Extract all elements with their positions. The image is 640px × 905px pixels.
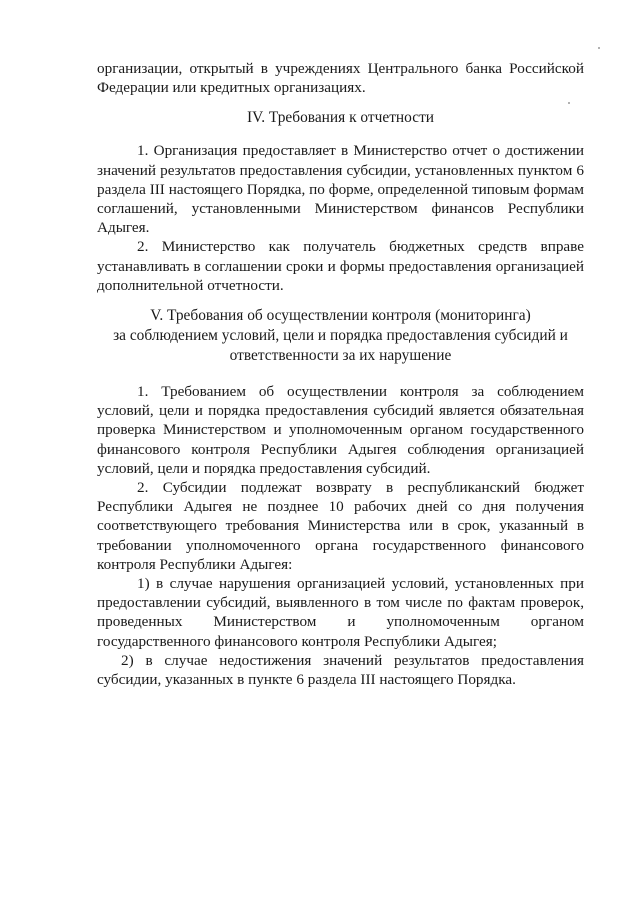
section-5-heading-line-1: V. Требования об осуществлении контроля (мониторинга) (150, 307, 531, 325)
section-5-subitem-2: 2) в случае недостижения значений результатов предоставления субсидии, указанных в пункте 6 раздела III настоящего Порядка. (97, 651, 584, 689)
spacer (97, 128, 584, 141)
section-5-paragraph-1: 1. Требованием об осуществлении контроля за соблюдением условий, цели и порядка предоставления субсидий является обязательная проверка Министерством и уполномоченным органом государственного финансового контроля Республики Адыгея соблюдения организацией условий, цели и порядка предоставления субсидий. (97, 383, 584, 477)
spacer (97, 295, 584, 306)
section-4-paragraph-2: 2. Министерство как получатель бюджетных средств вправе устанавливать в соглашении сроки и формы предоставления организацией дополнительной отчетности. (97, 238, 584, 294)
intro-paragraph: организации, открытый в учреждениях Центрального банка Российской Федерации или кредитных организациях. (97, 60, 584, 97)
section-5-heading-line-3: ответственности за их нарушение (229, 347, 452, 365)
section-5-subitem-1: 1) в случае нарушения организацией условий, установленных при предоставлении субсидий, выявленного в том числе по фактам проверок, проведенных Министерством и уполномоченным органом государственного финансового контроля Республики Адыгея; (97, 575, 584, 650)
section-4-heading: IV. Требования к отчетности (246, 109, 435, 127)
section-5-paragraph-2: 2. Субсидии подлежат возврату в республиканский бюджет Республики Адыгея не позднее 10 рабочих дней со дня получения соответствующего требования Министерства или в срок, указанный в требовании уполномоченного органа государственного финансового контроля Республики Адыгея: (97, 479, 584, 573)
section-4-paragraph-1: 1. Организация предоставляет в Министерство отчет о достижении значений результатов предоставления субсидии, установленных пунктом 6 раздела III настоящего Порядка, по форме, определенной типовым формам соглашений, установленными Министерством финансов Республики Адыгея. (97, 142, 584, 237)
spacer (97, 366, 584, 382)
section-5-heading (97, 306, 584, 366)
section-5-heading-line-2: за соблюдением условий, цели и порядка предоставления субсидий и (113, 327, 568, 345)
document-body (97, 59, 584, 689)
spacer (97, 97, 584, 108)
scan-speck (598, 47, 600, 49)
